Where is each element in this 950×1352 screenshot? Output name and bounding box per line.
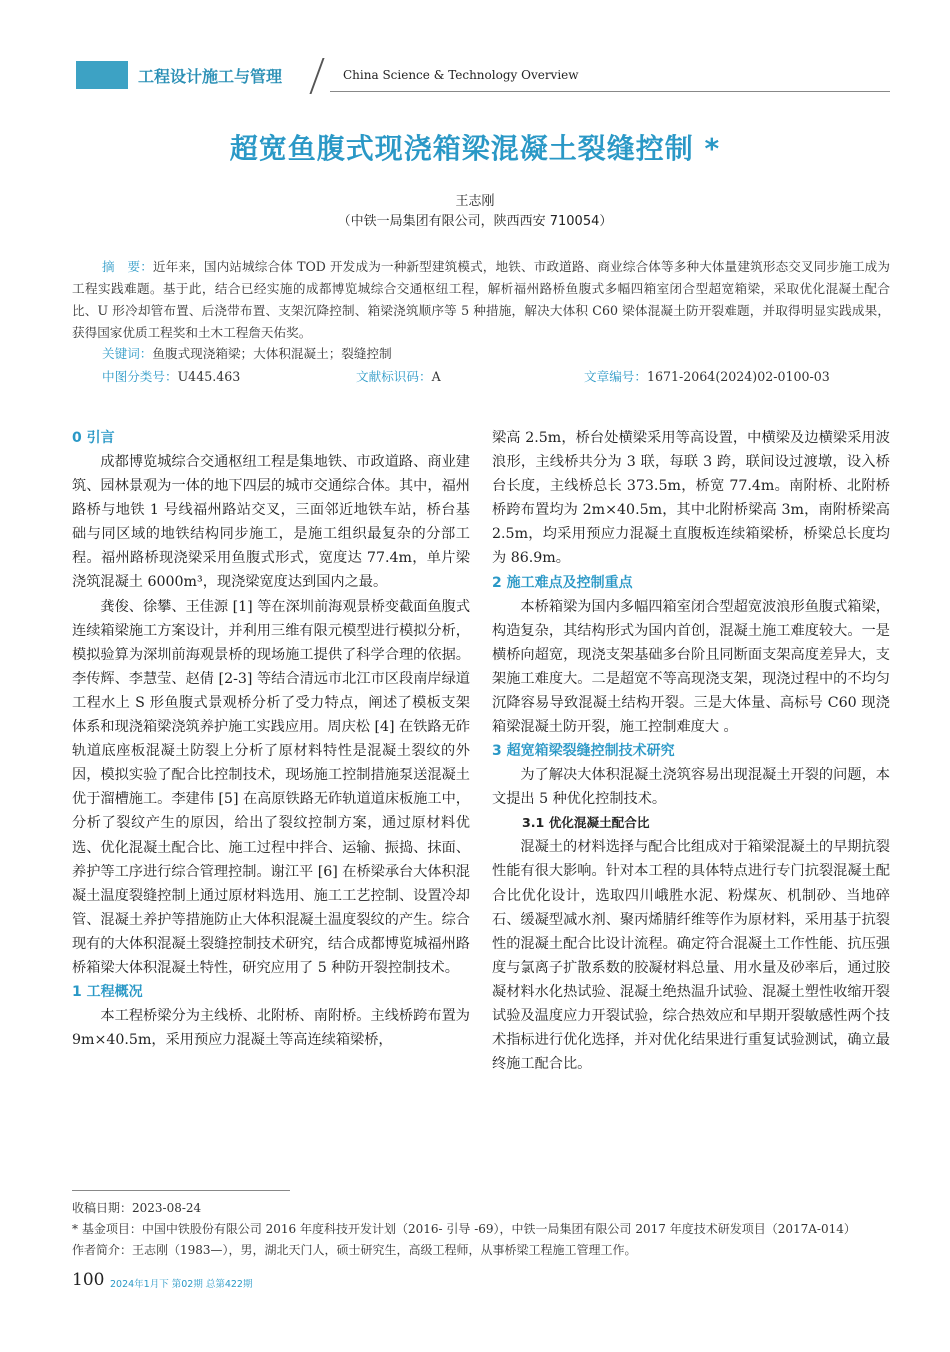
subsection-heading-mix-ratio: 3.1 优化混凝土配合比 xyxy=(522,815,650,831)
document-code-label: 文献标识码： xyxy=(356,369,432,384)
keywords-label: 关键词： xyxy=(102,346,153,361)
section-heading-overview: 1 工程概况 xyxy=(72,984,143,1001)
paragraph: 本工程桥梁分为主线桥、北附桥、南附桥。主线桥跨布置为 9m×40.5m，采用预应力混凝土等高连续箱梁桥， xyxy=(72,1008,470,1049)
fund-note: * 基金项目：中国中铁股份有限公司 2016 年度科技开发计划（2016- 引导 -69），中铁一局集团有限公司 2017 年度技术研发项目（2017A-014） xyxy=(72,1222,856,1236)
keywords-text: 鱼腹式现浇箱梁；大体积混凝土；裂缝控制 xyxy=(152,346,392,361)
paragraph: 梁高 2.5m，桥台处横梁采用等高设置，中横梁及边横梁采用波浪形，主线桥共分为 3 联，每联 3 跨，联间设过渡墩，设入桥台长度，主线桥总长 373.5m，桥宽 77.4m。南附桥、北附桥桥跨布置均为 2m×40.5m，其中北附桥梁高 3m，南附桥梁高 2.5m，均采用预应力混凝土直腹板连续箱梁桥，桥梁总长度均为 86.9m。 xyxy=(492,430,890,567)
left-column xyxy=(72,426,470,1052)
header-divider xyxy=(309,58,324,94)
received-date: 收稿日期：2023-08-24 xyxy=(72,1201,202,1215)
article-title: 超宽鱼腹式现浇箱梁混凝土裂缝控制 * xyxy=(229,132,721,165)
abstract-label: 摘 要： xyxy=(102,259,153,274)
page-number: 100 xyxy=(72,1270,105,1290)
document-code-value: A xyxy=(431,369,441,384)
clc-value: U445.463 xyxy=(177,369,241,384)
paragraph: 为了解决大体积混凝土浇筑容易出现混凝土开裂的问题，本文提出 5 种优化控制技术。 xyxy=(492,767,890,808)
paragraph: 成都博览城综合交通枢纽工程是集地铁、市政道路、商业建筑、园林景观为一体的地下四层的城市交通综合体。其中，福州路桥与地铁 1 号线福州路站交叉，三面邻近地铁车站，桥台基础与同区域的地铁结构同步施工，是施工组织最复杂的分部工程。福州路桥现浇梁采用鱼腹式形式，宽度达 77.4m，单片梁浇筑混凝土 6000m³，现浇梁宽度达到国内之最。 xyxy=(72,454,470,591)
abstract xyxy=(72,256,890,344)
right-column xyxy=(492,426,890,1076)
paragraph: 混凝土的材料选择与配合比组成对于箱梁混凝土的早期抗裂性能有很大影响。针对本工程的具体特点进行专门抗裂混凝土配合比优化设计，选取四川峨胜水泥、粉煤灰、机制砂、当地碎石、缓凝型减水剂、聚丙烯腈纤维等作为原材料，采用基于抗裂性的混凝土配合比设计流程。确定符合混凝土工作性能、抗压强度与氯离子扩散系数的胶凝材料总量、用水量及砂率后，通过胶凝材料水化热试验、混凝土绝热温升试验、混凝土塑性收缩开裂试验及温度应力开裂试验，综合热效应和早期开裂敏感性两个技术指标进行优化选择，并对优化结果进行重复试验测试，确立最终施工配合比。 xyxy=(492,839,890,1073)
clc-label: 中图分类号： xyxy=(102,369,178,384)
article-number-value: 1671-2064(2024)02-0100-03 xyxy=(646,369,830,384)
journal-name: China Science & Technology Overview xyxy=(343,68,579,82)
footnote-rule xyxy=(72,1190,290,1191)
header-rule xyxy=(330,91,890,92)
abstract-text: 近年来，国内站城综合体 TOD 开发成为一种新型建筑模式，地铁、市政道路、商业综合体等多种大体量建筑形态交叉同步施工成为工程实践难题。基于此，结合已经实施的成都博览城综合交通枢纽工程，解析福州路桥鱼腹式多幅四箱室闭合型超宽箱梁，采取优化混凝土配合比、U 形冷却管布置、后浇带布置、支架沉降控制、箱梁浇筑顺序等 5 种措施，解决大体积 C60 梁体混凝土防开裂难题，并取得明显实践成果，获得国家优质工程奖和土木工程詹天佑奖。 xyxy=(72,259,891,340)
paragraph: 龚俊、徐攀、王佳源 [1] 等在深圳前海观景桥变截面鱼腹式连续箱梁施工方案设计，并利用三维有限元模型进行模拟分析，模拟验算为深圳前海观景桥的现场施工提供了科学合理的依据。李传辉、李慧莹、赵倩 [2-3] 等结合清远市北江市区段南岸绿道工程水上 S 形鱼腹式景观桥分析了受力特点，阐述了模板支架体系和现浇箱梁浇筑养护施工实践应用。周庆松 [4] 在铁路无砟轨道底座板混凝土防裂上分析了原材料特性是混凝土裂纹的外因，模拟实验了配合比控制技术，现场施工控制措施泵送混凝土优于溜槽施工。李建伟 [5] 在高原铁路无砟轨道道床板施工中，分析了裂纹产生的原因，给出了裂纹控制方案，通过原材料优选、优化混凝土配合比、施工过程中拌合、运输、振捣、抹面、养护等工序进行综合管理控制。谢江平 [6] 在桥梁承台大体积混凝土温度裂缝控制上通过原材料选用、施工工艺控制、设置冷却管、混凝土养护等措施防止大体积混凝土温度裂纹的产生。综合现有的大体积混凝土裂缝控制技术研究，结合成都博览城福州路桥箱梁大体积混凝土特性，研究应用了 5 种防开裂控制技术。 xyxy=(72,598,471,976)
article-number xyxy=(584,366,830,385)
affiliation: （中铁一局集团有限公司，陕西西安 710054） xyxy=(337,214,613,229)
section-heading-crack-control: 3 超宽箱梁裂缝控制技术研究 xyxy=(492,743,675,760)
header-category: 工程设计施工与管理 xyxy=(138,67,283,86)
author-bio: 作者简介：王志刚（1983—），男，湖北天门人，硕士研究生，高级工程师，从事桥梁工程施工管理工作。 xyxy=(72,1243,637,1257)
keywords xyxy=(72,343,392,362)
section-heading-difficulties: 2 施工难点及控制重点 xyxy=(492,574,633,591)
paragraph: 本桥箱梁为国内多幅四箱室闭合型超宽波浪形鱼腹式箱梁，构造复杂，其结构形式为国内首创，混凝土施工难度较大。一是横桥向超宽，现浇支架基础多台阶且同断面支架高度差异大，支架施工难度大。二是超宽不等高现浇支架，现浇过程中的不均匀沉降容易导致混凝土结构开裂。三是大体量、高标号 C60 现浇箱梁混凝土防开裂，施工控制难度大 。 xyxy=(492,598,890,736)
article-number-label: 文章编号： xyxy=(584,369,647,384)
header-color-block xyxy=(76,61,128,89)
author: 王志刚 xyxy=(455,194,495,209)
document-code xyxy=(356,366,441,385)
clc-number xyxy=(102,366,240,385)
section-heading-introduction: 0 引言 xyxy=(72,430,115,446)
issue-info: 2024年1月下 第02期 总第422期 xyxy=(110,1279,253,1290)
